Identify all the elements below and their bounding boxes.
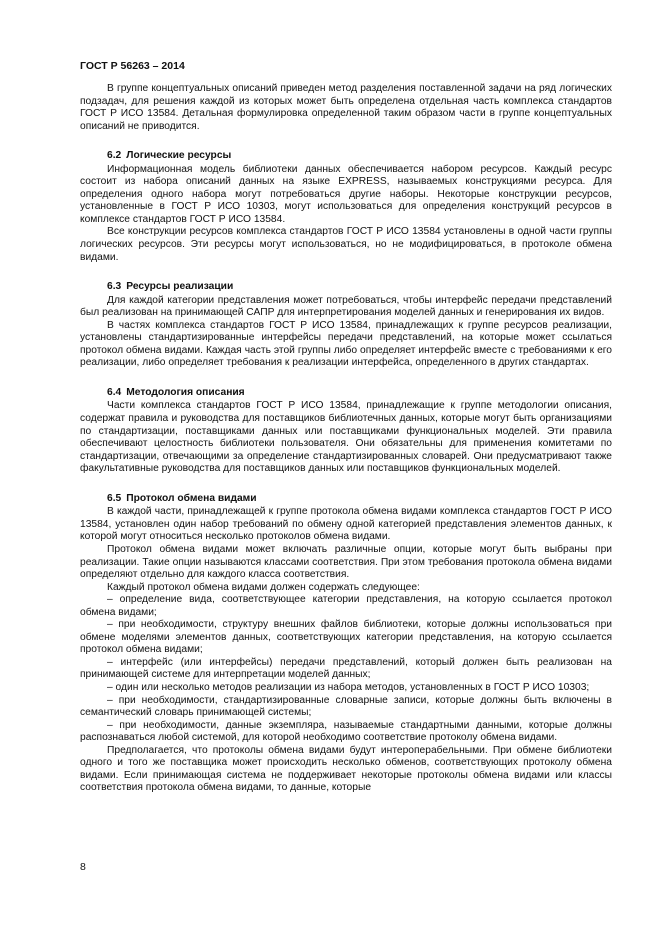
document-id-header: ГОСТ Р 56263 – 2014 <box>80 60 185 72</box>
section-heading-6-5 <box>107 493 612 506</box>
list-item: – интерфейс (или интерфейсы) передачи представлений, который должен быть реализован на принимающей системе для интерпретации моделей данных; <box>80 656 612 681</box>
section-heading-6-3 <box>107 281 612 294</box>
section-number: 6.2 <box>107 150 122 162</box>
page-number: 8 <box>80 861 86 873</box>
paragraph: В каждой части, принадлежащей к группе протокола обмена видами комплекса стандартов ГОСТ Р ИСО 13584, установлен один набор требований по обмену одной категорией представления элементов данных, к которой могут относиться несколько протоколов обмена видами. <box>80 506 612 543</box>
section-heading-6-2 <box>107 150 612 163</box>
section-title: Протокол обмена видами <box>126 492 257 504</box>
list-item: – при необходимости, данные экземпляра, называемые стандартными данными, которые должны распознаваться любой системой, для которой необходимо соответствие протоколу обмена видами. <box>80 719 612 744</box>
section-number: 6.3 <box>107 281 122 293</box>
paragraph: Все конструкции ресурсов комплекса стандартов ГОСТ Р ИСО 13584 установлены в одной части группы логических ресурсов. Эти ресурсы могут использоваться, но не модифицироваться, в протоколе обмена видами. <box>80 226 612 263</box>
list-item: – определение вида, соответствующее категории представления, на которую ссылается протокол обмена видами; <box>80 594 612 618</box>
section-number: 6.5 <box>107 492 122 504</box>
section-title: Ресурсы реализации <box>126 281 234 293</box>
document-body <box>80 83 612 795</box>
paragraph: Предполагается, что протоколы обмена видами будут интероперабельными. При обмене библиотеки одного и того же поставщика может происходить несколько обменов, соответствующих протоколу обмена видами. Если принимающая система не поддерживает некоторые протоколы обмена видами или классы соответствия протокола обмена видами, то данные, которые <box>80 744 612 794</box>
list-item: – при необходимости, структуру внешних файлов библиотеки, которые должны использоваться при обмене моделями элементов данных, соответствующих категории представления, на которую ссылается протокол обмена видами; <box>80 619 612 656</box>
paragraph: В частях комплекса стандартов ГОСТ Р ИСО 13584, принадлежащих к группе ресурсов реализации, установлены стандартизированные интерфейсы передачи представлений, на которые может ссылаться протокол обмена видами. Каждая часть этой группы либо определяет интерфейс вместе с требованиями к его реализации, либо определяет требования к реализации интерфейса, определенного в других стандартах. <box>80 319 612 369</box>
section-title: Логические ресурсы <box>126 150 232 162</box>
paragraph: Информационная модель библиотеки данных обеспечивается набором ресурсов. Каждый ресурс состоит из набора описаний данных на языке EXPRESS, называемых конструкциями ресурса. Для определения одного набора могут потребоваться другие наборы. Некоторые конструкции ресурсов, установленные в ГОСТ Р ИСО 10303, могут использоваться для определения конструкций ресурсов в комплексе стандартов ГОСТ Р ИСО 13584. <box>80 163 612 225</box>
paragraph: Каждый протокол обмена видами должен содержать следующее: <box>107 581 420 593</box>
list-item: – один или несколько методов реализации из набора методов, установленных в ГОСТ Р ИСО 10303; <box>107 681 590 693</box>
section-heading-6-4 <box>107 387 612 400</box>
paragraph: Части комплекса стандартов ГОСТ Р ИСО 13584, принадлежащие к группе методологии описания, содержат правила и руководства для поставщиков библиотечных данных, которые могут быть организациями по стандартизации, поставщиками данных или поставщиками функциональных моделей. Эти правила обеспечивают целостность библиотеки пользователя. Они обязательны для применения комитетами по стандартизации, отвечающими за определение стандартизированных словарей. Они предусматривают также факультативные руководства для поставщиков данных или поставщиков функциональных моделей. <box>80 400 612 475</box>
list-item: – при необходимости, стандартизированные словарные записи, которые должны быть включены в семантический словарь принимающей системы; <box>80 694 612 719</box>
paragraph: Протокол обмена видами может включать различные опции, которые могут быть выбраны при реализации. Такие опции называются классами соответствия. При этом требования протокола обмена видами определяют отдельно для каждого класса соответствия. <box>80 543 612 581</box>
section-title: Методология описания <box>126 386 245 398</box>
section-number: 6.4 <box>107 386 122 398</box>
intro-paragraph: В группе концептуальных описаний приведен метод разделения поставленной задачи на ряд логических подзадач, для решения каждой из которых может быть определена отдельная часть комплекса стандартов ГОСТ Р ИСО 13584. Детальная формулировка определенной таким образом части в группе концептуальных описаний не приводится. <box>80 83 612 132</box>
paragraph: Для каждой категории представления может потребоваться, чтобы интерфейс передачи представлений был реализован на принимающей САПР для интерпретирования моделей данных и генерирования их видов. <box>80 294 612 319</box>
